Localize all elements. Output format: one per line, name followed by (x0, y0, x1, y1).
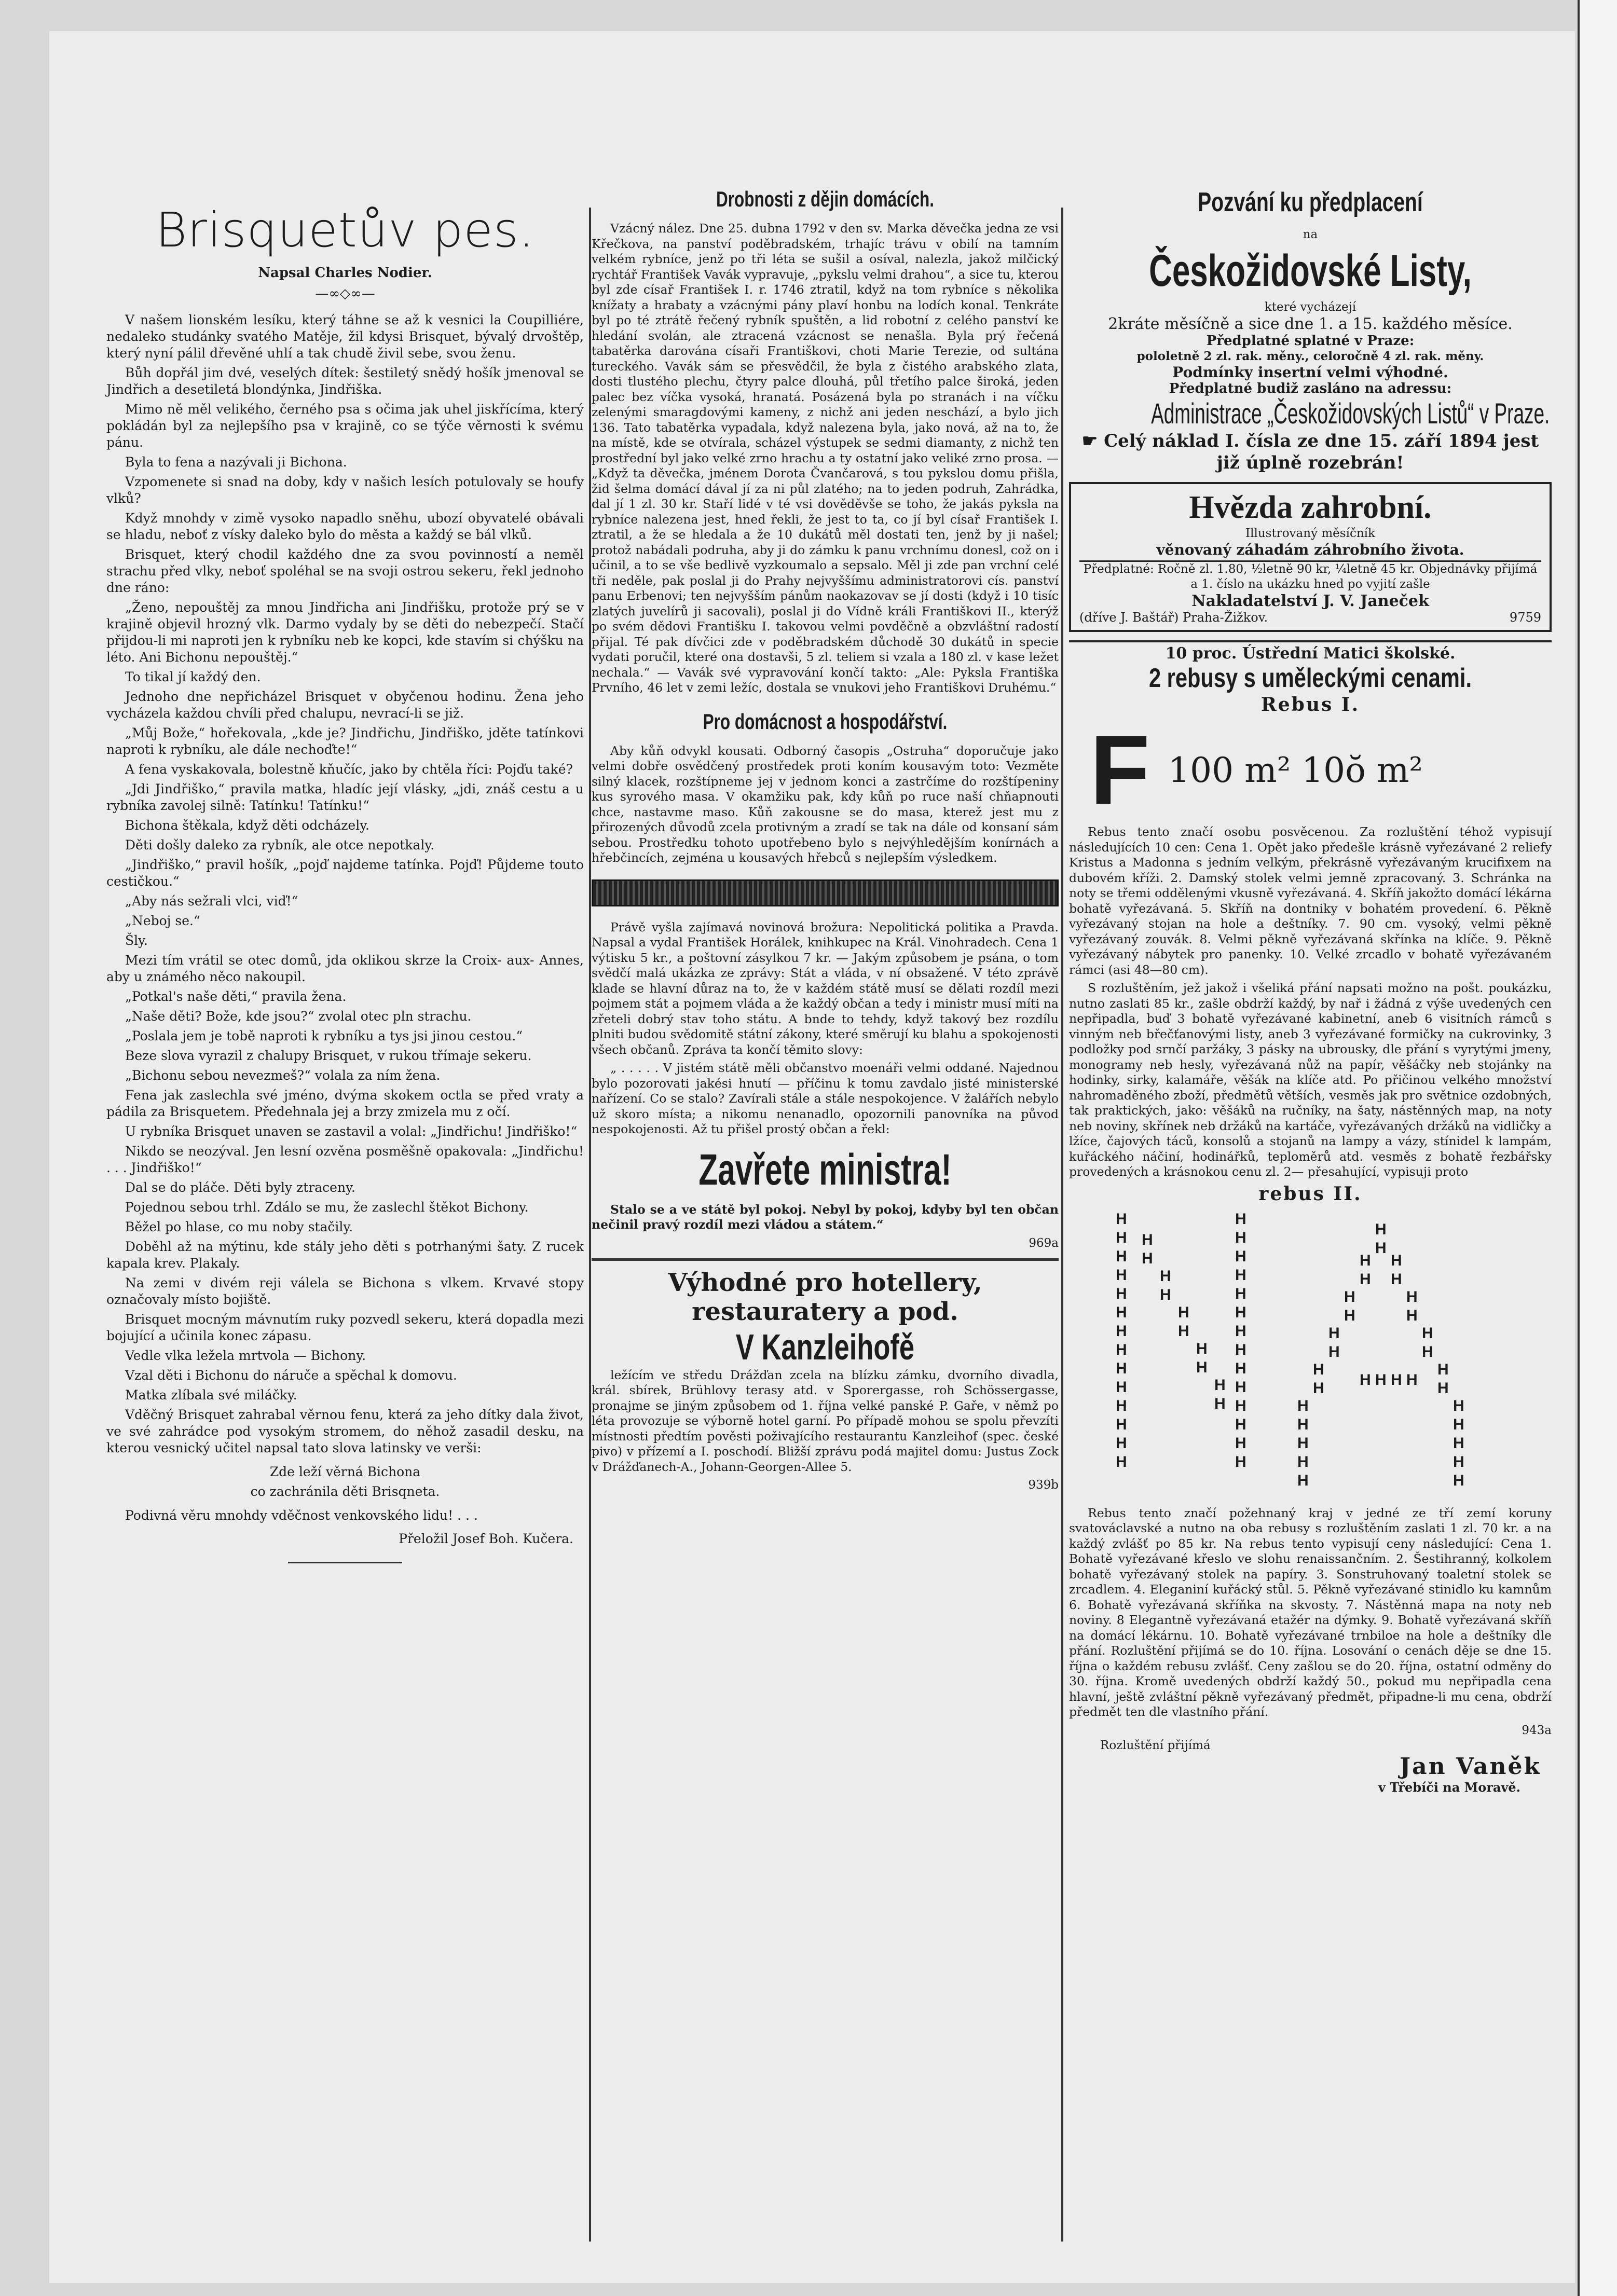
divider (288, 1562, 402, 1563)
subscription-line: Předplatné budiž zasláno na adressu: (1169, 381, 1452, 396)
story-paragraph: Mimo ně měl velikého, černého psa s očima jak uhel jiskřícíma, který pokládán byl za nejlepšího psa v krajině, co se týče věrnosti k svému pánu. (106, 402, 584, 450)
epitaph-line: co zachránila děti Brisqneta. (250, 1484, 440, 1499)
story-paragraph: To tikal jí každý den. (125, 669, 261, 684)
story-paragraph: Brisquet, který chodil každého dne za svou povinností a neměl strachu před vlky, neboť spoléhal se na svoji ostrou sekeru, řekl jednoho dne ráno: (106, 547, 584, 595)
household-article: Aby kůň odvykl kousati. Odborný časopis „Ostruha“ doporučuje jako velmi dobře osvědčený prostředek proti koním kousavým toto: Vezměte silný klacek, rozštípneme jej v jednom konci a zastrčíme do rozštípeniny kus syrového masa. V okamžiku pak, kdy kůň po ruce naší chňapnouti chce, nastavme maso. Kůň zakousne se do masa, kterež jest mu z přirozených důvodů zcela protivným a zradí se tak na dále od konsaní sám sebou. Prostředku tohoto upotřebeno bylo s nejvýhledějším konírnách a hřebčincích, zejména u kousavých hřebců s nejlepším výsledkem. (592, 743, 1059, 865)
ad-number: 943a (1522, 1723, 1552, 1737)
hvezda-line: Předplatné: Ročně zl. 1.80, ½letně 90 kr, ¼letně 45 kr. Objednávky přijímá a 1. číslo na ukázku hned po vyjití zašle (1083, 562, 1538, 591)
rebus-2-graphic: H H H H H H H H H H H H H H (1235, 1210, 1246, 1470)
rebus-2-title: rebus II. (1258, 1183, 1362, 1205)
newspaper-page (49, 31, 1575, 2283)
column-ads (1069, 182, 1552, 1795)
story-paragraph: „Neboj se.“ (125, 913, 200, 928)
story-paragraph: Vedle vlka ležela mrtvola — Bichony. (125, 1348, 366, 1363)
rebus-2-graphic: H H (1196, 1340, 1208, 1376)
rebus-heading: 2 rebusy s uměleckými cenami. (1148, 663, 1472, 693)
story-paragraph: Vděčný Brisquet zahrabal věrnou fenu, která za jeho dítky dala život, ve své zahrádce pod vysokým stromem, do něhož zasadil desku, na kterou vesnický učitel napsal tato slova latinsky ve verši: (106, 1407, 584, 1455)
section-title-history: Drobnosti z dějin domácích. (716, 187, 935, 211)
story-paragraph: Běžel po hlase, co mu noby stačily. (125, 1219, 353, 1234)
rebus-2-graphic: H H (1214, 1376, 1226, 1412)
divider (592, 1258, 1059, 1261)
rebus-2-graphic: H H (1391, 1252, 1402, 1288)
story-paragraph: Pojednou sebou trhl. Zdálo se mu, že zaslechl štěkot Bichony. (125, 1200, 529, 1215)
hotel-ad-title: Výhodné pro hotellery, restauratery a pod. (668, 1268, 982, 1326)
hvezda-publisher: Nakladatelství J. V. Janeček (1191, 592, 1429, 610)
slogan: Zavřete ministra! (698, 1145, 952, 1194)
news-after: Stalo se a ve státě byl pokoj. Nebyl by pokoj, kdyby byl ten občan nečinil pravý rozdíl mezi vládou a státem.“ (592, 1202, 1059, 1232)
hotel-ad-text: ležícím ve středu Drážďan zcela na blízku zámku, dvorního divadla, král. sbírek, Brühlovy terasy atd. v Sporergasse, roh Schössergasse, pronajme se jiným způsobem od 1. října velké panské P. Gaře, v němž po léta provozuje se výborně hotel garní. Po případě mohou se spolu převzíti místnosti předtím pověsti poživajícího restaurantu Kanzleihof (spec. české pivo) v přízemí a I. poschodí. Bližší zprávu podá majitel domu: Justus Zock v Drážďanech-A., Johann-Georgen-Allee 5. (592, 1367, 1059, 1474)
column-middle (592, 182, 1059, 1493)
story-paragraph: „Můj Bože,“ hořekovala, „kde je? Jindřichu, Jindřiško, jděte tatínkovi naproti k rybníku, ale dále nechoďte!“ (106, 725, 584, 757)
story-paragraph: Vzal děti i Bichonu do náruče a spěchal k domovu. (125, 1368, 457, 1383)
ornament: —∞◇∞— (315, 286, 375, 301)
rebus-2-text: Rebus tento značí požehnaný kraj v jedné ze tří zemí koruny svatováclavské a nutno na oba rebusy s rozluštěním zaslati 1 zl. 70 kr. a na každý zvlášť po 85 kr. Na rebus tento vypisují ceny následující: Cena 1. Bohatě vyřezávané křeslo ve slohu renaissančním. 2. Šestihranný, kolkolem bohatě vyřezávaný stolek na papíry. 3. Sonstruhovaný toaletní stolek se zrcadlem. 4. Eleganiní kuřácký stůl. 5. Pěkně vyřezávané stinidlo ku kamnům 6. Bohatě vyřezávaná skříňka na skvosty. 7. Nástěnná mapa na noty neb noviny. 8 Elegantně vyřezávaná etažér na dýmky. 9. Bohatě vyřezávaná skříň na domácí lékárnu. 10. Bohatě vyřezávané trnbiloe na hole a deštníky dle přání. Rozluštění přijímá se do 10. října. Losování o cenách děje se dne 15. října o každém rebusu zvlášť. Ceny zašlou se do 20. října, ostatní odměny do 30. října. Kromě uvedených obdrží každý 50., pokud mu nepřipadla cena hlavní, ještě zvláštní pěkně vyřezávaný předmět, připadne-li mu cena, obdrží předmět ten dle vlastního přání. (1069, 1505, 1552, 1719)
story-paragraph: Dal se do pláče. Děti byly ztraceny. (125, 1180, 355, 1195)
rebus-2-graphic: H H (1344, 1288, 1355, 1324)
subscription-line: Podmínky insertní velmi výhodné. (1172, 364, 1448, 381)
story-paragraph: V našem lionském lesíku, který táhne se až k vesnici la Coupilliére, nedaleko studánky svatého Matěje, žil kdysi Brisquet, bývalý drvoštěp, který nyní pálil dřevěné uhlí a tak chudě živil sebe, svou ženu. (106, 312, 584, 361)
rebus-2-graphic: H H (1422, 1324, 1433, 1360)
rebus-2-graphic: H H (1328, 1324, 1340, 1360)
story-closing: Podivná věru mnohdy vděčnost venkovského lidu! . . . (125, 1508, 478, 1523)
administration-address: Administrace „Českožidovských Listů“ v Praze. (1151, 397, 1550, 430)
paper-name: Českožidovské Listy, (1149, 246, 1472, 296)
ad-number: 9759 (1509, 610, 1541, 625)
contact-town: v Třebíči na Moravě. (1378, 1779, 1520, 1795)
hvezda-line: (dříve J. Baštář) Praha-Žižkov. (1079, 610, 1268, 625)
story-paragraph: Bichona štěkala, když děti odcházely. (125, 818, 369, 833)
rebus-2-graphic: H H H H H (1453, 1397, 1464, 1489)
column-story (106, 182, 584, 1579)
epitaph-line: Zde leží věrná Bichona (269, 1464, 421, 1479)
hvezda-line: věnovaný záhadám záhrobního života. (1079, 541, 1541, 562)
hotel-name: V Kanzleihofě (735, 1326, 915, 1367)
story-paragraph: Bůh dopřál jim dvé, veselých dítek: šestiletý snědý hošík jmenoval se Jindřich a desetiletá blondýnka, Jindřiška. (106, 365, 584, 397)
subscription-line: Předplatné splatné v Praze: (1206, 333, 1415, 349)
rebus-2-graphic: H H (1313, 1360, 1324, 1397)
section-title-household: Pro domácnost a hospodářství. (703, 709, 948, 734)
story-paragraph: Matka zlíbala své miláčky. (125, 1387, 297, 1403)
story-paragraph: „Poslala jem je tobě naproti k rybníku a tys jsi jinou cestou.“ (125, 1028, 523, 1043)
story-paragraph: „Naše děti? Bože, kde jsou?“ zvolal otec pln strachu. (125, 1009, 472, 1024)
rebus-2-graphic: H H (1160, 1267, 1171, 1303)
hvezda-ad-box (1069, 482, 1552, 632)
rebus-2-graphic: H H (1375, 1220, 1387, 1257)
hvezda-line: Illustrovaný měsíčník (1245, 527, 1375, 540)
story-byline: Napsal Charles Nodier. (258, 265, 432, 281)
rebus-2-graphic: H H (1178, 1303, 1189, 1340)
subscription-line: pololetně 2 zl. rak. měny., celoročně 4 zl. rak. měny. (1136, 349, 1484, 363)
translator: Přeložil Josef Boh. Kučera. (399, 1531, 573, 1546)
story-paragraph: Šly. (125, 933, 148, 948)
story-paragraph: Děti došly daleko za rybník, ale otce nepotkaly. (125, 837, 435, 853)
contact-name: Jan Vaněk (1400, 1753, 1541, 1780)
sold-out-notice: ☛ Celý náklad I. čísla ze dne 15. září 1894 jest již úplně rozebrán! (1081, 431, 1539, 473)
rebus-1-text2: S rozluštěním, jež jakož i všeliká přání napsati možno na pošt. poukázku, nutno zaslati 85 kr., zašle obdrží každý, by nař i žádná z výše uvedených cen nepřipadla, buď 3 bohatě vyřezávané kabinetní, aneb 6 visitních rámců s vinným neb břečťanovými listy, aneb 3 vyřezávané formičky na cukrovinky, 3 podložky pod srnčí paržáky, 3 pásky na ubrousky, dle přání s vyrytými jmeny, monogramy neb hesly, vyřezávaná nůž na papír, věšáčky neb stojánky na hodinky, sirky, kalamáře, věšák na klíče atd. Po přičinou velkého množství nahromaděného zboží, předmětů větších, vesměs jak pro světnice ozdobných, tak praktických, jako: věšáků na ručníky, na šaty, nástěnných map, na noty neb noviny, skřínek neb držáků na kartáče, vyřezávaných držáků na vidličky a lžíce, čajových táců, konsolů a stojanů na lampy a vázy, stínidel k lampám, kuřáckého náčiní, hodinářků, teploměrů atd. vesměs z bohatě řezbářsky provedených a krásnokou cenu zl. 2— přesahující, vypisuji proto (1069, 981, 1552, 1179)
rebus-contact-line: Rozluštění přijímá (1100, 1738, 1211, 1752)
rebus-2-graphic: H H (1360, 1252, 1371, 1288)
story-paragraph: U rybníka Brisquet unaven se zastavil a volal: „Jindřichu! Jindřiško!“ (125, 1124, 578, 1139)
rebus-1-formula: 100 m² 10ŏ m² (1168, 750, 1423, 790)
story-paragraph: Mezi tím vrátil se otec domů, jda oklikou skrze la Croix- aux- Annes, aby u známého něco nakoupil. (106, 953, 584, 984)
story-body (106, 312, 584, 1456)
story-paragraph: Byla to fena a nazývali ji Bichona. (125, 455, 347, 470)
rebus-2-graphic: H H H H H H H H H H H H H H (1116, 1210, 1127, 1470)
rebus-2-puzzle (1069, 1210, 1552, 1501)
story-paragraph: „Jindřiško,“ pravil hošík, „pojď najdeme tatínka. Pojď! Půjdeme touto cestičkou.“ (106, 857, 584, 889)
story-paragraph: Beze slova vyrazil z chalupy Brisquet, v rukou třímaje sekeru. (125, 1048, 532, 1063)
subscription-line: které vycházejí (1264, 300, 1356, 314)
rebus-1-title: Rebus I. (1260, 694, 1360, 716)
matice-line: 10 proc. Ústřední Matici školské. (1069, 640, 1552, 663)
rebus-1-letter: F (1090, 715, 1150, 825)
subscription-invite: Pozvání ku předplacení (1198, 187, 1423, 217)
rebus-2-graphic: H H (1142, 1231, 1153, 1267)
story-paragraph: Když mnohdy v zimě vysoko napadlo sněhu, ubozí obyvatelé obávali se hladu, neboť z vísky daleko bylo do města a každý se bál vlků. (106, 511, 584, 542)
history-article: Vzácný nález. Dne 25. dubna 1792 v den sv. Marka děvečka jedna ze vsi Křečkova, na panství poděbradském, trhajíc trávu v obilí na tamním velkém rybníce, jenž po tři léta se sušil a osíval, nalezla, jakož milčický rychtář František Vavák vypravuje, „pykslu velmi drahou“, a sice tu, kterou byl zde císař František I. r. 1746 ztratil, když na tom rybníce s několika knížaty a hrabaty a vzácnými pány plaví honbu na lodích konal. Tenkráte byl po té ztrátě řečený rybník spuštěn, a lid robotní z celého panství ke hledání svolán, ale ztracená vzácnost se nenašla. Byla prý řečená tabatěrka darována císaři Františkovi, choti Marie Terezie, od sultána tureckého. Vavák sám se přesvědčil, že byla z čistého arabského zlata, dosti tlustého plechu, čtyry palce dlouhá, půl třetího palce široká, jeden palec bez víčka vysoká, hranatá. Posázená byla po stranách i na víčku zelenými smaragdovými kameny, z nichž ani jeden neschází, a bylo jich 136. Tato tabatěrka vypadala, když nalezena byla, jako nová, až na to, že na místě, kde se otvírala, scházel výstupek se sedmi diamanty, z nichž ten prostřední byl jako velké zrno hrachu a ty ostatní jako veliké zrno prosa. — „Když ta děvečka, jménem Dorota Čvančarová, s tou pykslou domu přišla, žid šelma domácí dával jí za ni půl zlatého; na to jeden podruh, Zahrádka, dal jí 1 zl. 30 kr. Staří lidé v té vsi dověděvše se toho, že jakás pyksla na rybníce nalezena jest, hned řekli, že jest to ta, co jí byl císař František I. ztratil, a že se hledala a že 10 dukátů měl dostati ten, jenž by ji našel; protož nabádali podruha, aby ji do zámku k panu vrchnímu donesl, což on i učinil, a to se vše bedlivě vyzkoumalo a sepsalo. Měl ji zde pan vrchní celé tři neděle, pak poslal ji do Prahy nejvyššímu administratorovi cís. panství panu Erbenovi; ten nejvyšším pánům naokazovav se jí dosti (když i 10 tisíc zlatých juvelírů ji sacovali), poslal ji do Vídně králi Františkovi II., kterýž po svém dědovi Františku I. takovou velmi povděčně a obzvláštní radostí přijal. Té pak dívčici zde v poděbradském důchodě 30 dukátů in specie vydati poručil, které ona dostavši, 5 zl. teliem si vzala a 180 zl. v kase ležet nechala.“ — Vavák své vypravování končí takto: „Ale: Pyksla Františka Prvního, 46 let v zemi ležíc, dostala se vnukovi jeho Františkovi Druhému.“ (592, 221, 1059, 695)
story-paragraph: Nikdo se neozýval. Jen lesní ozvěna posměšně opakovala: „Jindřichu! . . . Jindřiško!“ (106, 1144, 584, 1175)
rebus-1-puzzle (1090, 715, 1552, 825)
hvezda-title: Hvězda zahrobní. (1189, 490, 1432, 525)
rebus-1-text: Rebus tento značí osobu posvěcenou. Za rozluštění téhož vypisují následujících 10 cen: Cena 1. Opět jako předešle krásně vyřezávané 2 reliefy Kristus a Madonna s jedním velkým, překrásně vyřezávaným krucifixem na dubovém kříži. 2. Damský stolek velmi jemně zpracovaný. 3. Schránka na noty se třemi oddělenými vkusně vyřezávaná. 4. Skříň jakožto domácí lékárna bohatě vyřezávaná. 5. Skříň na dontniky v bohatém provedení. 6. Pěkně vyřezávaný stojan na hole a deštníky. 7. 90 cm. vysoký, velmi pěkně vyřezávaný zouvák. 8. Velmi pěkně vyřezávaná skřínka na klíče. 9. Pěkně vyřezávaný nábytek pro panenky. 10. Velké zrcadlo v bohatě vyřezávaném rámci (asi 48—80 cm). (1069, 824, 1552, 977)
rebus-2-graphic: H H H H (1360, 1371, 1418, 1388)
rebus-2-graphic: H H H H H (1297, 1397, 1309, 1489)
story-paragraph: Doběhl až na mýtinu, kde stály jeho děti s potrhanými šaty. Z rucek kapala krev. Plakaly. (106, 1239, 584, 1271)
rebus-2-graphic: H H (1406, 1288, 1418, 1324)
story-paragraph: „Aby nás sežrali vlci, viď!“ (125, 893, 298, 909)
na-word: na (1303, 228, 1318, 241)
story-paragraph: Brisquet mocným mávnutím ruky pozvedl sekeru, která dopadla mezi bojující a učinila konec zápasu. (106, 1312, 584, 1343)
story-paragraph: Vzpomenete si snad na doby, kdy v našich lesích potulovaly se houfy vlků? (106, 474, 584, 506)
column-rule (1061, 208, 1063, 2242)
rebus-2-graphic: H H (1437, 1360, 1449, 1397)
ad-number: 939b (1028, 1478, 1059, 1492)
page-edge (1578, 0, 1617, 2296)
ornamental-banner (592, 879, 1059, 906)
story-paragraph: „Bichonu sebou nevezmeš?“ volala za ním žena. (125, 1068, 441, 1083)
story-title: Brisquetův pes. (155, 202, 535, 258)
story-paragraph: Na zemi v divém reji válela se Bichona s vlkem. Krvavé stopy označovaly místo bojiště. (106, 1275, 584, 1307)
story-paragraph: „Ženo, nepouštěj za mnou Jindřicha ani Jindřišku, protože prý se v krajině objevil hrozný vlk. Darmo vydaly by se děti do nebezpečí. Stačí přijdou-li mi naproti jen k rybníku neb ke kopci, kde stavím si chýšku na léto. Ani Bichonu nepouštěj.“ (106, 600, 584, 665)
story-paragraph: A fena vyskakovala, bolestně kňučíc, jako by chtěla říci: Pojďu také? (125, 762, 573, 777)
news-quote: „ . . . . . V jistém státě měli občanstvo moenáři velmi oddané. Najednou bylo pozorovati jakési hnutí — příčinu k tomu zavdalo jisté ministerské nařízení. Co se stalo? Zavírali stále a stále nespokojence. V žalářích nebylo už skoro místa; a nikomu nenanadlo, opozornili panovníka na původ nespokojenosti. Až tu přišel prostý občan a řekl: (592, 1061, 1059, 1136)
story-paragraph: Fena jak zaslechla své jméno, dvýma skokem octla se před vraty a pádila za Brisquetem. Předehnala jej a brzy zmizela mu z očí. (106, 1088, 584, 1119)
news-article: Právě vyšla zajímavá novinová brožura: Nepolitická politika a Pravda. Napsal a vydal František Horálek, knihkupec na Král. Vinohradech. Cena 1 výtisku 5 kr., a poštovní zásylkou 7 kr. — Jakým způsobem je psána, o tom svědčí malá ukázka ze zprávy: Stát a vláda, v ní obsažené. V této zprávě klade se hlavní důraz na to, že v každém státě musí se dělati rozdíl mezi pojmem stát a pojmem vláda a že každý občan a tedy i ministr musí míti na zřeteli dobrý stav toho státu. A bnde to tehdy, když takový bez rozdílu plniti budou svědomitě státní zákony, které směrují ku blahu a spokojenosti všech občanů. Zpráva ta končí těmito slovy: (592, 919, 1059, 1057)
ad-number: 969a (1029, 1236, 1059, 1250)
column-rule (589, 208, 591, 2242)
story-paragraph: Jednoho dne nepřicházel Brisquet v obyčenou hodinu. Žena jeho vycházela každou chvíli před chalupu, nevrací-li se již. (106, 689, 584, 721)
story-paragraph: „Jdi Jindřiško,“ pravila matka, hladíc její vlásky, „jdi, znáš cestu a u rybníka zavolej silně: Tatínku! Tatínku!“ (106, 781, 584, 813)
story-paragraph: „Potkal's naše děti,“ pravila žena. (125, 989, 347, 1004)
subscription-line: 2kráte měsíčně a sice dne 1. a 15. každého měsíce. (1108, 315, 1513, 333)
